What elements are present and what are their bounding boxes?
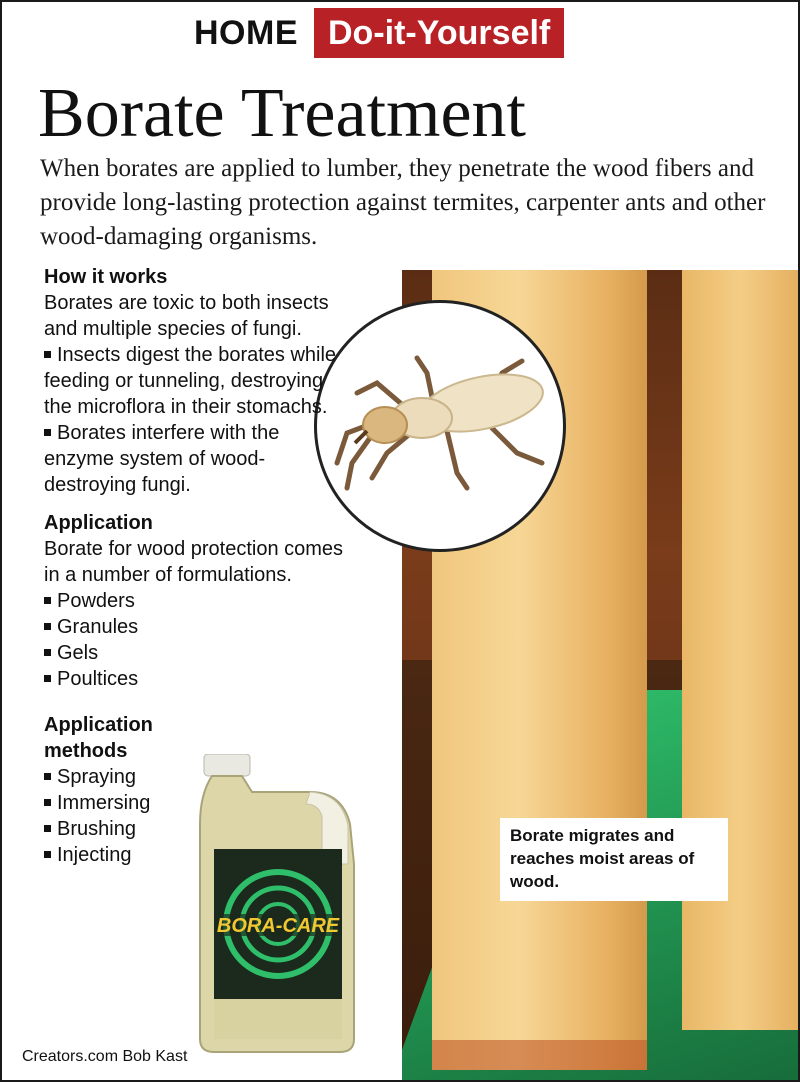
list-item: Injecting xyxy=(44,842,344,868)
how-lead: Borates are toxic to both insects and multiple species of fungi. xyxy=(44,292,329,340)
stud-moist-end xyxy=(432,1040,647,1070)
bullet-icon xyxy=(44,851,51,858)
list-item: Powders xyxy=(44,588,344,614)
application-lead: Borate for wood protection comes in a number of formulations. xyxy=(44,538,344,586)
page-title: Borate Treatment xyxy=(38,75,526,152)
list-item: Poultices xyxy=(44,666,344,692)
section-label: Do-it-Yourself xyxy=(314,8,564,58)
termite-icon xyxy=(317,303,563,549)
methods-heading-line1: Application xyxy=(44,714,153,736)
list-item: Gels xyxy=(44,640,344,666)
credit-line: Creators.com Bob Kast xyxy=(22,1048,188,1065)
list-item: Borates interfere with the enzyme system of wood-destroying fungi. xyxy=(44,422,280,496)
bullet-icon xyxy=(44,799,51,806)
bullet-icon xyxy=(44,675,51,682)
bullet-icon xyxy=(44,825,51,832)
header xyxy=(194,2,564,64)
application-heading: Application xyxy=(44,512,153,534)
bullet-icon xyxy=(44,597,51,604)
list-item: Brushing xyxy=(44,816,344,842)
intro-paragraph: When borates are applied to lumber, they penetrate the wood fibers and provide long-lasting protection against termites, carpenter ants and other wood-damaging organisms. xyxy=(40,155,766,250)
list-item: Granules xyxy=(44,614,344,640)
list-item: Spraying xyxy=(44,764,344,790)
list-item: Insects digest the borates while feeding or tunneling, destroying the microflora in their stomachs. xyxy=(44,344,337,418)
list-item: Immersing xyxy=(44,790,344,816)
bullet-icon xyxy=(44,623,51,630)
home-label: HOME xyxy=(194,13,298,52)
bullet-icon xyxy=(44,429,51,436)
bullet-icon xyxy=(44,351,51,358)
product-label: BORA-CARE xyxy=(216,915,340,937)
methods-heading-line2: methods xyxy=(44,740,128,762)
bora-care-jug-icon xyxy=(192,754,362,1054)
bullet-icon xyxy=(44,649,51,656)
migration-callout: Borate migrates and reaches moist areas of wood. xyxy=(500,818,728,901)
bullet-icon xyxy=(44,773,51,780)
termite-inset xyxy=(314,300,566,552)
rear-stud xyxy=(682,270,798,1030)
how-heading: How it works xyxy=(44,266,168,288)
